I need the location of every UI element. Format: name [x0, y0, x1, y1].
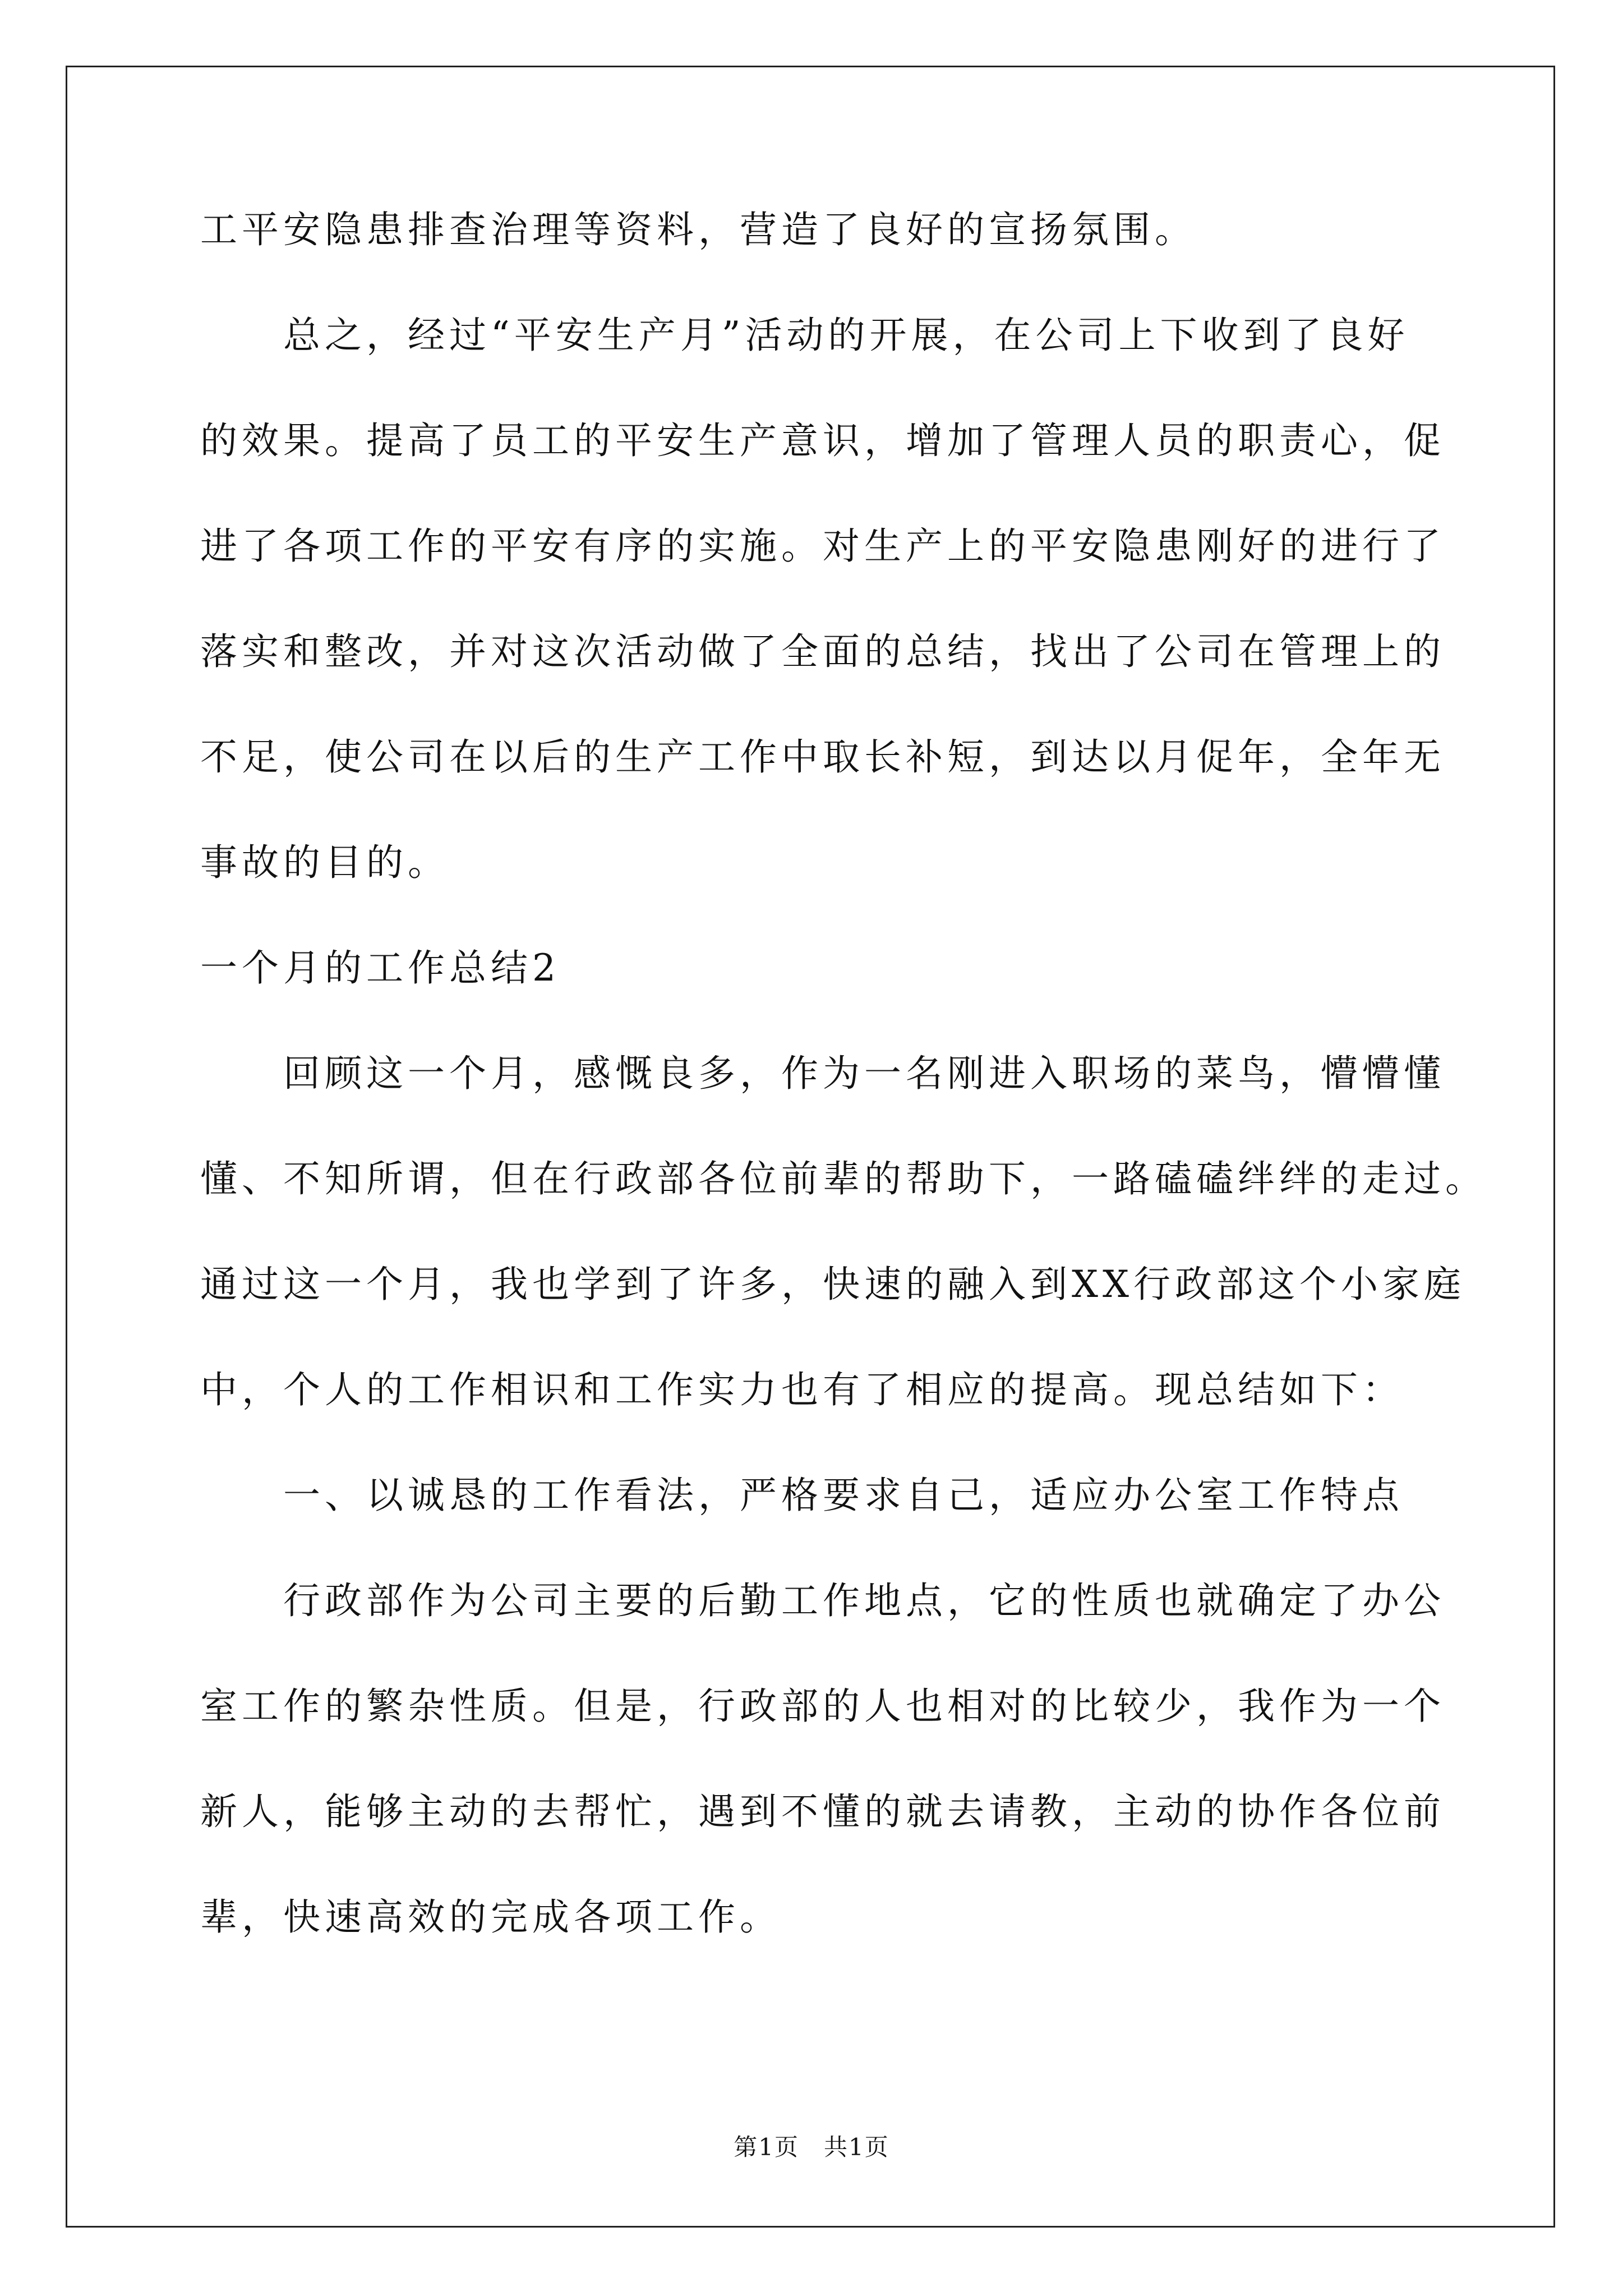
text-line: 室工作的繁杂性质。但是，行政部的人也相对的比较少，我作为一个 [200, 1685, 1445, 1728]
text-line: 进了各项工作的平安有序的实施。对生产上的平安隐患刚好的进行了 [200, 524, 1445, 568]
text-line: 的效果。提高了员工的平安生产意识，增加了管理人员的职责心，促 [200, 419, 1445, 462]
text-line: 懂、不知所谓，但在行政部各位前辈的帮助下，一路磕磕绊绊的走过。 [200, 1157, 1487, 1200]
text-line: 新人，能够主动的去帮忙，遇到不懂的就去请教，主动的协作各位前 [200, 1790, 1445, 1833]
paragraph-line: 回顾这一个月，感慨良多，作为一名刚进入职场的菜鸟，懵懵懂 [283, 1052, 1445, 1095]
text-line: 工平安隐患排查治理等资料，营造了良好的宣扬氛围。 [200, 208, 1196, 251]
subheading-line: 一、以诚恳的工作看法，严格要求自己，适应办公室工作特点 [283, 1474, 1404, 1517]
text-line: 不足，使公司在以后的生产工作中取长补短，到达以月促年，全年无 [200, 735, 1445, 779]
text-line: 通过这一个月，我也学到了许多，快速的融入到XX行政部这个小家庭 [200, 1263, 1465, 1306]
paragraph-line: 总之，经过“平安生产月”活动的开展，在公司上下收到了良好 [283, 314, 1409, 357]
text-line: 中，个人的工作相识和工作实力也有了相应的提高。现总结如下： [200, 1368, 1404, 1411]
text-line: 辈，快速高效的完成各项工作。 [200, 1895, 781, 1939]
text-line: 事故的目的。 [200, 841, 449, 884]
text-line: 落实和整改，并对这次活动做了全面的总结，找出了公司在管理上的 [200, 630, 1445, 673]
section-heading: 一个月的工作总结2 [200, 946, 560, 990]
paragraph-line: 行政部作为公司主要的后勤工作地点，它的性质也就确定了办公 [283, 1579, 1445, 1622]
page-footer: 第1页 共1页 [734, 2133, 889, 2161]
